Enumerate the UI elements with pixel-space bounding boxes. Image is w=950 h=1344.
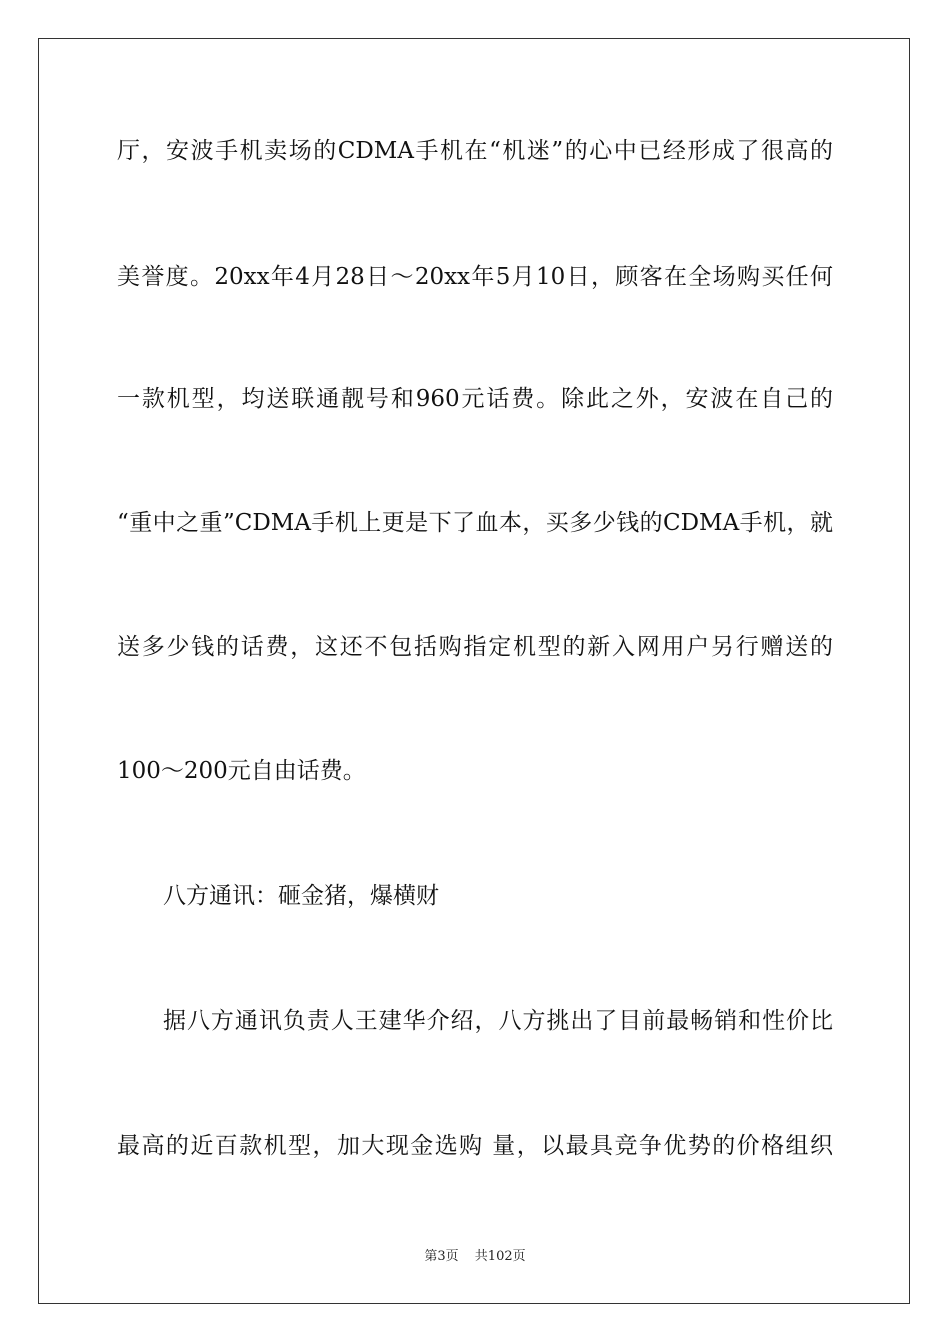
body-line-4: “重中之重”CDMA手机上更是下了血本，买多少钱的CDMA手机，就 [117, 510, 833, 536]
page-total: 共102页 [474, 1249, 526, 1264]
body-line-1: 厅，安波手机卖场的CDMA手机在“机迷”的心中已经形成了很高的 [117, 138, 833, 164]
page-number: 第3页 [424, 1249, 459, 1264]
body-line-6: 100～200元自由话费。 [117, 758, 366, 784]
body-line-2: 美誉度。20xx年4月28日～20xx年5月10日，顾客在全场购买任何 [117, 264, 833, 290]
page-footer [0, 1248, 950, 1266]
body-line-5: 送多少钱的话费，这还不包括购指定机型的新入网用户另行赠送的 [117, 634, 833, 660]
para2-line-1: 据八方通讯负责人王建华介绍，八方挑出了目前最畅销和性价比 [163, 1008, 833, 1034]
body-line-3: 一款机型，均送联通靓号和960元话费。除此之外，安波在自己的 [117, 386, 833, 412]
section-heading: 八方通讯：砸金猪，爆横财 [163, 883, 439, 909]
page-border [38, 38, 910, 1304]
para2-line-2: 最高的近百款机型，加大现金选购 量，以最具竞争优势的价格组织 [117, 1133, 833, 1159]
